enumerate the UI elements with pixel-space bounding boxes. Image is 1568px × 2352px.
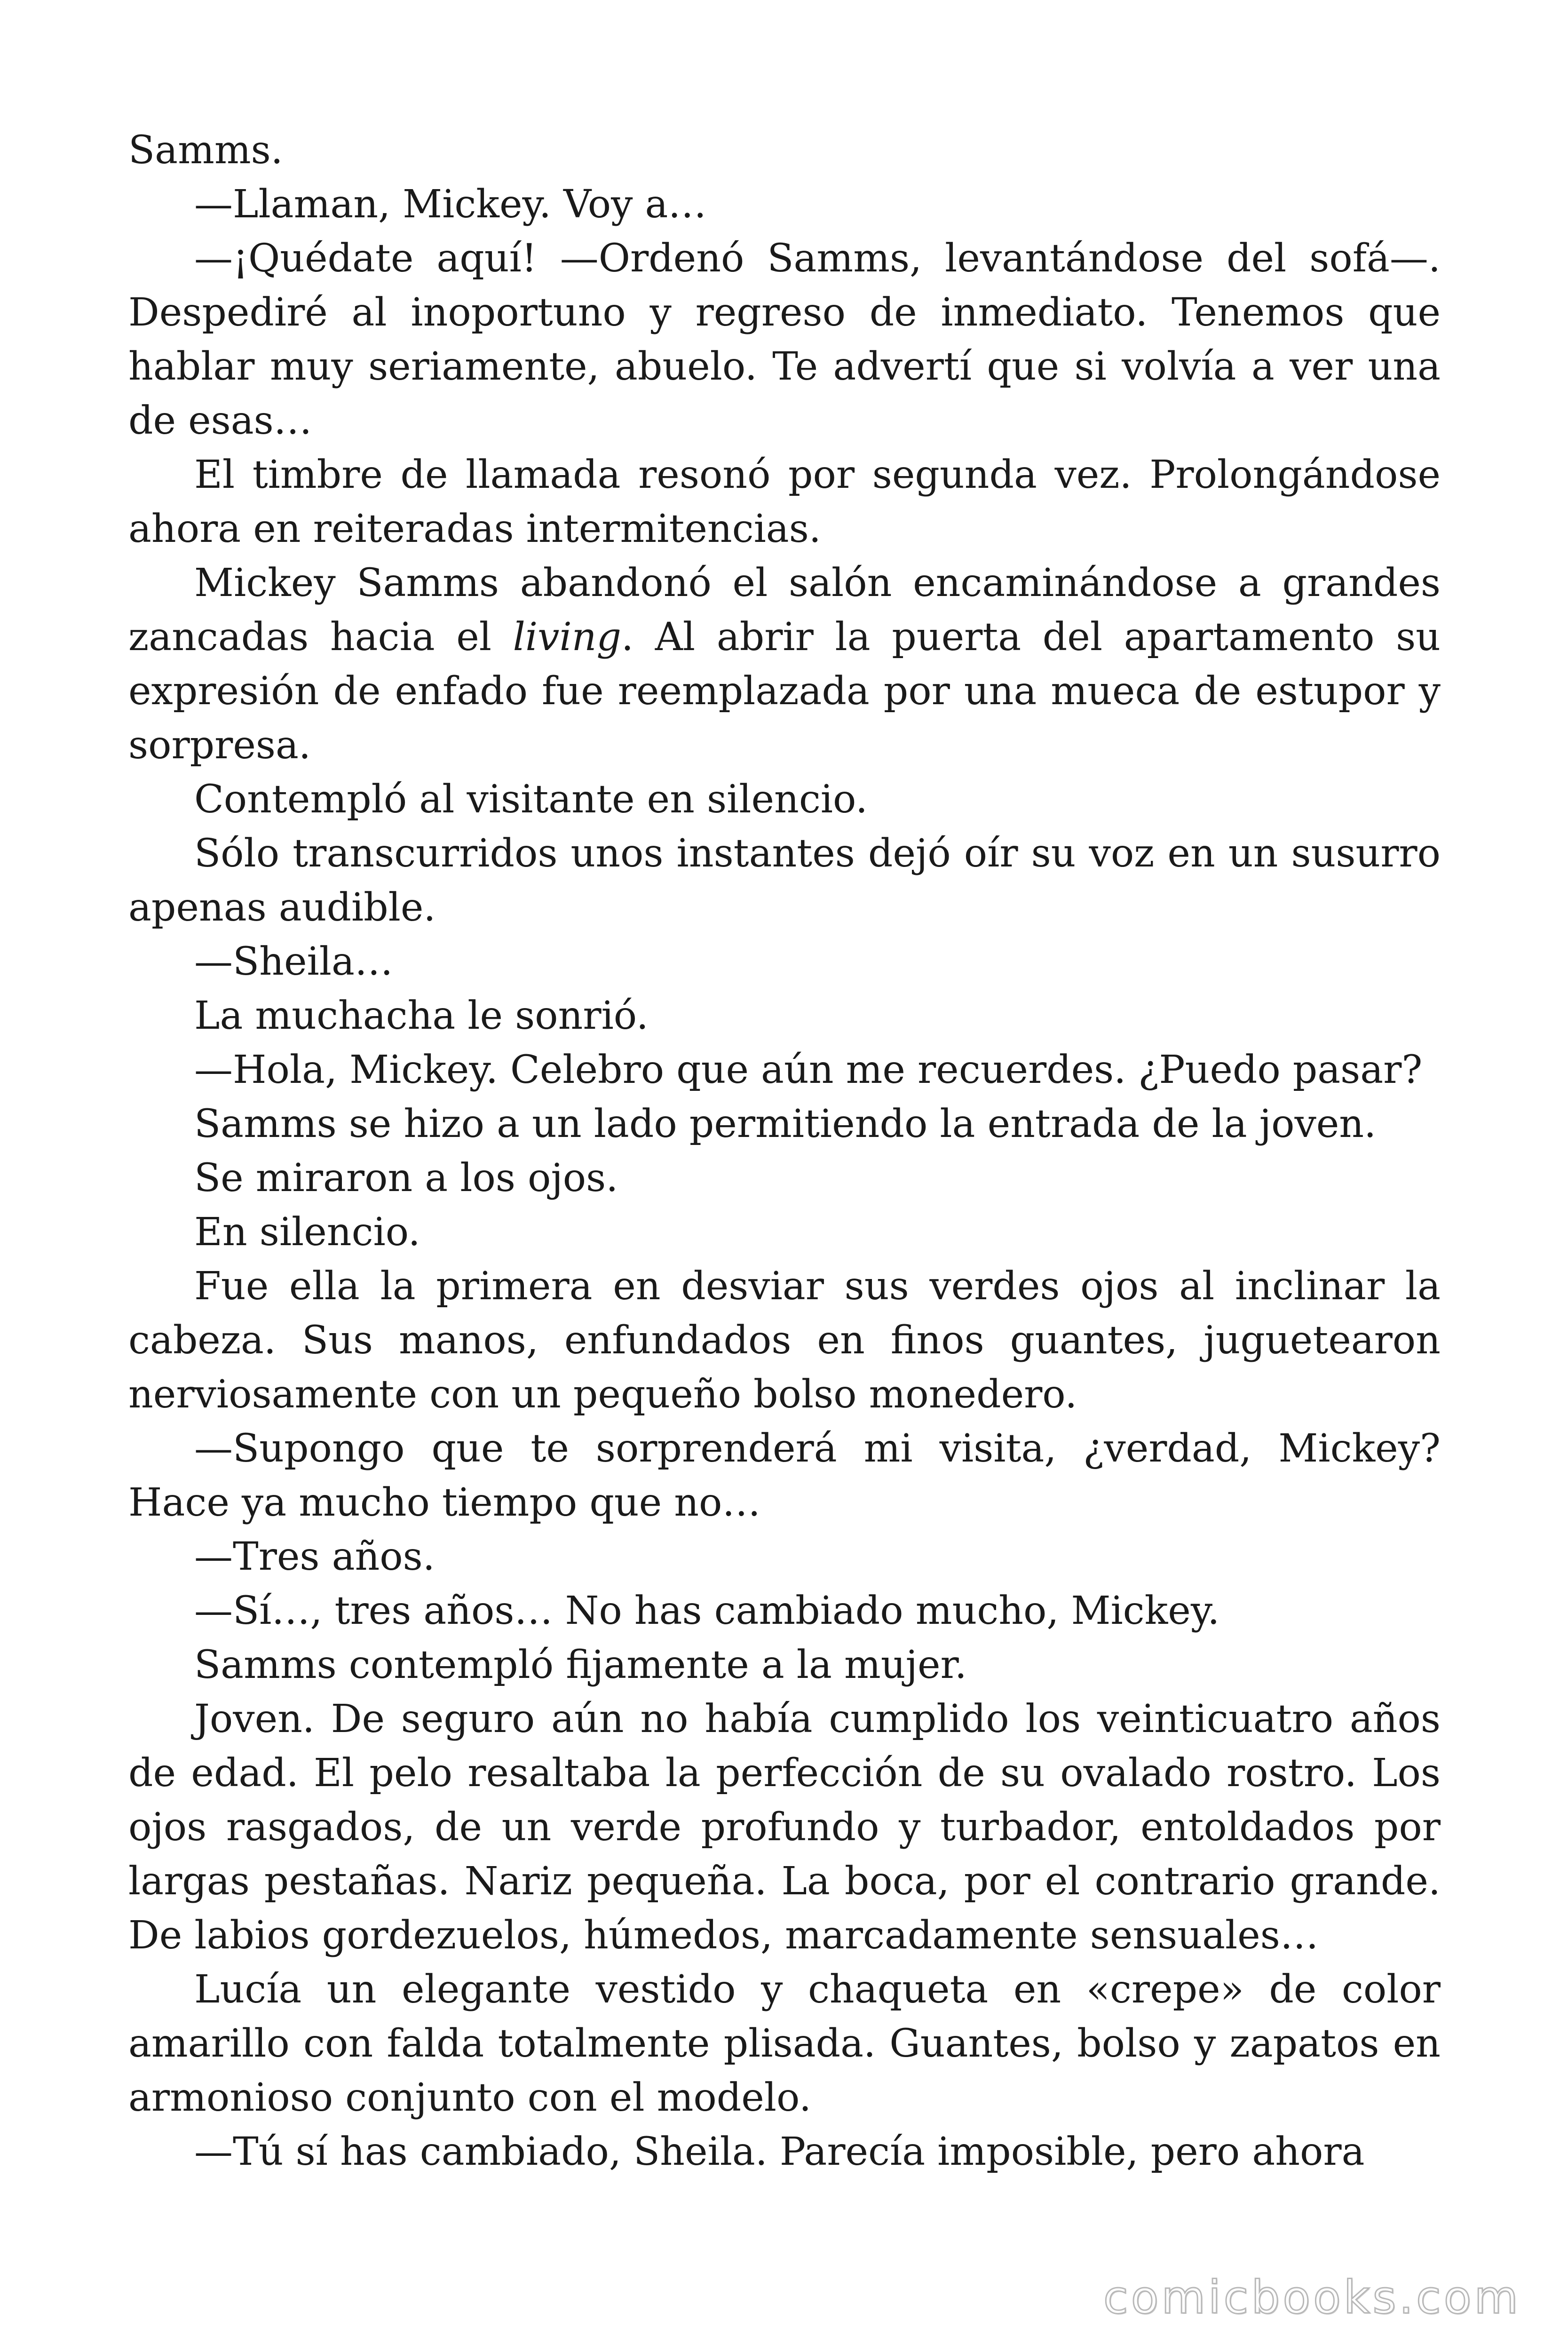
paragraph: —Hola, Mickey. Celebro que aún me recuerdes. ¿Puedo pasar?	[194, 1048, 1423, 1092]
paragraph: —Tú sí has cambiado, Sheila. Parecía imposible, pero ahora	[194, 2130, 1365, 2174]
book-page-text	[128, 123, 1441, 2179]
paragraph: —Supongo que te sorprenderá mi visita, ¿verdad, Mickey? Hace ya mucho tiempo que no…	[128, 1426, 1441, 1525]
paragraph: —Sí…, tres años… No has cambiado mucho, Mickey.	[194, 1589, 1220, 1633]
paragraph: Joven. De seguro aún no había cumplido los veinticuatro años de edad. El pelo resaltaba la perfección de su ovalado rostro. Los ojos rasgados, de un verde profundo y turbador, entoldados por largas pestañas. Nariz pequeña. La boca, por el contrario grande. De labios gordezuelos, húmedos, marcadamente sensuales…	[128, 1697, 1441, 1958]
paragraph: Fue ella la primera en desviar sus verdes ojos al inclinar la cabeza. Sus manos, enfundados en finos guantes, juguetearon nerviosamente con un pequeño bolso monedero.	[128, 1264, 1441, 1417]
watermark-logo: comicbooks.com	[1103, 2271, 1521, 2324]
paragraph: En silencio.	[194, 1210, 420, 1255]
paragraph: Contempló al visitante en silencio.	[194, 777, 868, 822]
paragraph-text: Mickey Samms abandonó el salón encaminándose a grandes zancadas hacia el	[128, 561, 1441, 660]
paragraph: —Sheila…	[194, 939, 393, 984]
paragraph: Samms.	[128, 128, 283, 173]
paragraph: Samms contempló fijamente a la mujer.	[194, 1643, 967, 1687]
paragraph: Lucía un elegante vestido y chaqueta en «crepe» de color amarillo con falda totalmente plisada. Guantes, bolso y zapatos en armonioso conjunto con el modelo.	[128, 1967, 1441, 2120]
paragraph: Se miraron a los ojos.	[194, 1156, 618, 1200]
paragraph: Sólo transcurridos unos instantes dejó oír su voz en un susurro apenas audible.	[128, 831, 1441, 930]
paragraph	[128, 556, 1441, 772]
paragraph: —¡Quédate aquí! —Ordenó Samms, levantándose del sofá—. Despediré al inoportuno y regreso de inmediato. Tenemos que hablar muy seriamente, abuelo. Te advertí que si volvía a ver una de esas…	[128, 236, 1441, 443]
paragraph: —Tres años.	[194, 1534, 435, 1579]
italic-word: living	[513, 615, 621, 660]
paragraph: La muchacha le sonrió.	[194, 993, 649, 1038]
paragraph-text: . Al abrir la puerta del apartamento su expresión de enfado fue reemplazada por una mueca de estupor y sorpresa.	[128, 615, 1441, 768]
paragraph: —Llaman, Mickey. Voy a…	[194, 182, 707, 227]
paragraph: Samms se hizo a un lado permitiendo la entrada de la joven.	[194, 1102, 1377, 1146]
paragraph: El timbre de llamada resonó por segunda vez. Prolongándose ahora en reiteradas intermitencias.	[128, 453, 1441, 551]
